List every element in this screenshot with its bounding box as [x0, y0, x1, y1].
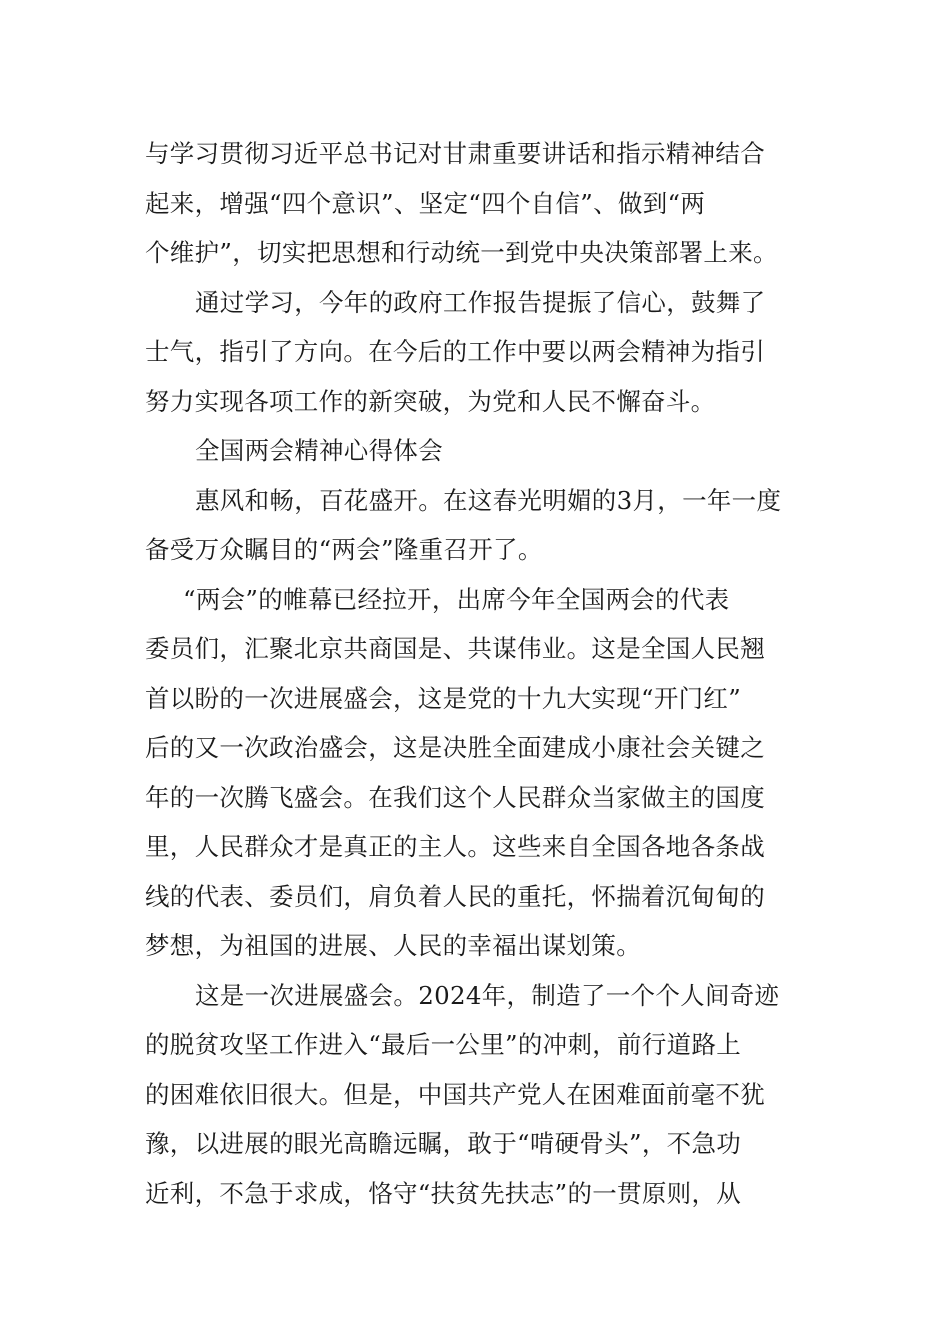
text-line: 的困难依旧很大。但是，中国共产党人在困难面前毫不犹 [145, 1079, 765, 1109]
text-line: 首以盼的一次进展盛会，这是党的十九大实现“开门红” [145, 683, 742, 713]
text-line: 梦想，为祖国的进展、人民的幸福出谋划策。 [145, 931, 641, 960]
text-line: 通过学习，今年的政府工作报告提振了信心，鼓舞了 [195, 287, 766, 317]
section-heading: 全国两会精神心得体会 [195, 436, 443, 465]
text-line: 近利，不急于求成，恪守“扶贫先扶志”的一贯原则，从 [145, 1178, 742, 1208]
text-line: 个维护”，切实把思想和行动统一到党中央决策部署上来。 [145, 238, 778, 267]
text-line: 后的又一次政治盛会，这是决胜全面建成小康社会关键之 [145, 733, 765, 762]
text-line: “两会”的帷幕已经拉开，出席今年全国两会的代表 [183, 584, 730, 614]
text-line: 与学习贯彻习近平总书记对甘肃重要讲话和指示精神结合 [145, 139, 765, 168]
text-line: 委员们，汇聚北京共商国是、共谋伟业。这是全国人民翘 [145, 634, 765, 663]
text-line: 这是一次进展盛会。2024年，制造了一个个人间奇迹 [195, 980, 780, 1010]
text-line: 的脱贫攻坚工作进入“最后一公里”的冲刺，前行道路上 [145, 1030, 742, 1059]
text-line: 惠风和畅，百花盛开。在这春光明媚的3月，一年一度 [195, 485, 782, 515]
text-line: 豫，以进展的眼光高瞻远瞩，敢于“啃硬骨头”，不急功 [145, 1129, 742, 1158]
text-line: 士气，指引了方向。在今后的工作中要以两会精神为指引 [145, 337, 765, 366]
text-line: 备受万众瞩目的“两会”隆重召开了。 [145, 535, 543, 564]
text-line: 里，人民群众才是真正的主人。这些来自全国各地各条战 [145, 832, 765, 861]
text-line: 线的代表、委员们，肩负着人民的重托，怀揣着沉甸甸的 [145, 881, 765, 911]
text-line: 年的一次腾飞盛会。在我们这个人民群众当家做主的国度 [145, 782, 765, 812]
text-line: 起来，增强“四个意识”、坚定“四个自信”、做到“两 [145, 188, 706, 218]
text-line: 努力实现各项工作的新突破，为党和人民不懈奋斗。 [145, 386, 716, 416]
document-body [145, 129, 810, 1218]
